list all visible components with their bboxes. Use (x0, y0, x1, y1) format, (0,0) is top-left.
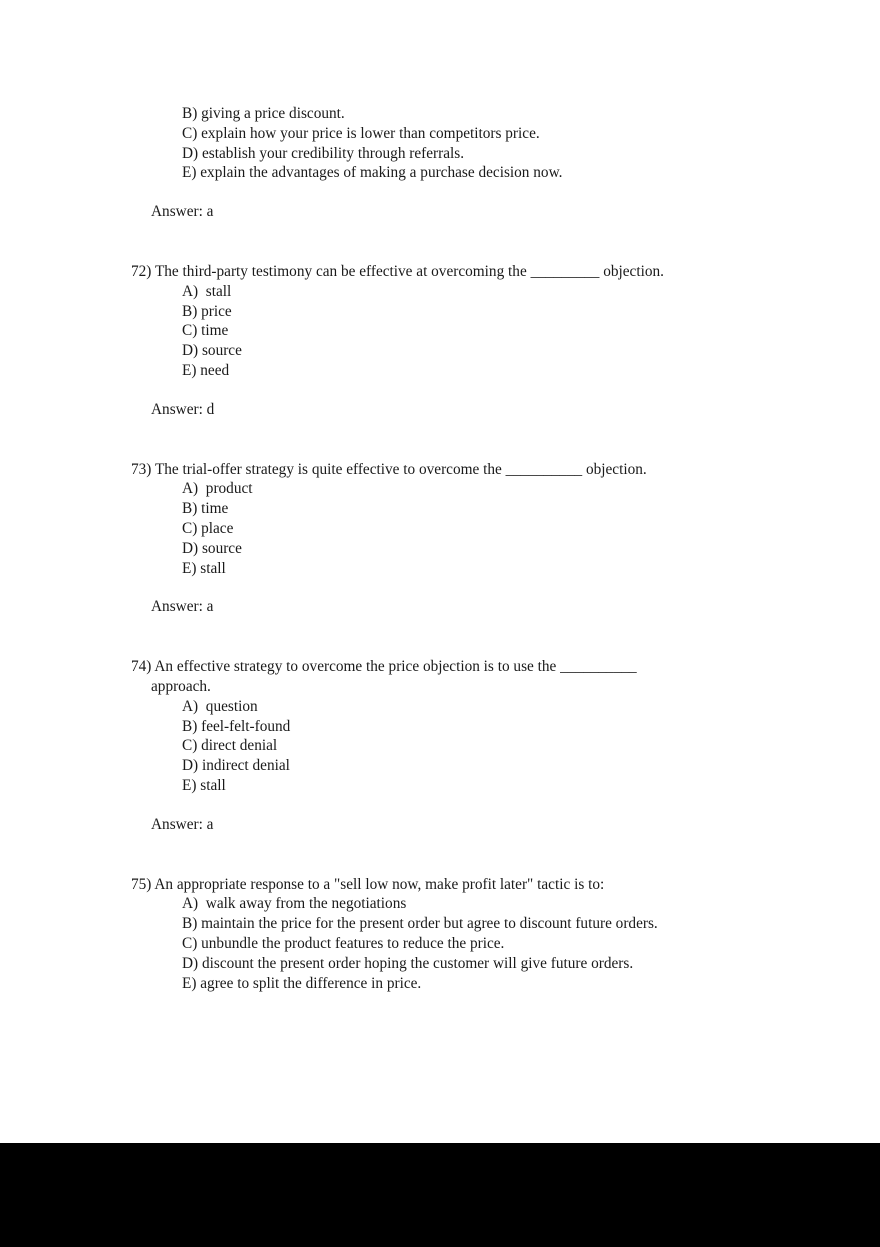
option-item: D) discount the present order hoping the customer will give future orders. (182, 954, 634, 972)
option-list (131, 282, 751, 381)
option-item: E) need (182, 361, 230, 379)
answer-line: Answer: a (151, 203, 214, 221)
option-item: E) explain the advantages of making a purchase decision now. (182, 164, 563, 182)
question-block-partial (131, 104, 751, 222)
option-list (131, 697, 751, 796)
question-block-74 (131, 657, 751, 834)
question-stem: 73) The trial-offer strategy is quite effective to overcome the __________ objection. (131, 460, 647, 478)
option-item: C) time (182, 322, 229, 340)
option-item: A) product (182, 480, 253, 498)
question-block-73 (131, 460, 751, 618)
page-bottom-black-bar (0, 1143, 880, 1247)
spacer (131, 796, 751, 815)
answer-line: Answer: a (151, 815, 214, 833)
option-item: B) maintain the price for the present order but agree to discount future orders. (182, 915, 658, 933)
option-item: D) indirect denial (182, 757, 290, 775)
answer-line: Answer: d (151, 400, 215, 418)
spacer (131, 617, 751, 657)
option-item: D) source (182, 539, 242, 557)
question-stem-line2: approach. (151, 677, 211, 695)
spacer (131, 381, 751, 400)
spacer (131, 420, 751, 460)
option-item: C) direct denial (182, 737, 278, 755)
spacer (131, 835, 751, 875)
option-item: A) question (182, 697, 258, 715)
question-block-75 (131, 875, 751, 994)
option-list (131, 479, 751, 578)
answer-line: Answer: a (151, 598, 214, 616)
spacer (131, 578, 751, 597)
option-item: B) giving a price discount. (182, 105, 345, 122)
option-item: C) explain how your price is lower than competitors price. (182, 124, 540, 142)
option-item: B) feel-felt-found (182, 717, 291, 735)
option-item: B) time (182, 500, 229, 518)
question-stem (131, 657, 751, 697)
option-item: C) unbundle the product features to reduce the price. (182, 934, 505, 952)
option-item: E) agree to split the difference in price. (182, 974, 422, 992)
option-item: C) place (182, 519, 234, 537)
option-item: D) source (182, 342, 242, 360)
option-list (131, 894, 751, 993)
question-stem: 72) The third-party testimony can be effective at overcoming the _________ objection. (131, 262, 664, 280)
question-block-72 (131, 262, 751, 420)
question-stem-line1: 74) An effective strategy to overcome the price objection is to use the __________ (131, 658, 637, 676)
option-item: A) walk away from the negotiations (182, 895, 407, 913)
spacer (131, 222, 751, 262)
option-item: E) stall (182, 559, 226, 577)
spacer (131, 183, 751, 202)
option-item: D) establish your credibility through referrals. (182, 144, 465, 162)
option-list (131, 104, 751, 183)
option-item: B) price (182, 302, 232, 320)
document-text-content (131, 104, 751, 993)
option-item: A) stall (182, 282, 232, 300)
option-item: E) stall (182, 776, 226, 794)
question-stem: 75) An appropriate response to a "sell low now, make profit later" tactic is to: (131, 875, 605, 893)
